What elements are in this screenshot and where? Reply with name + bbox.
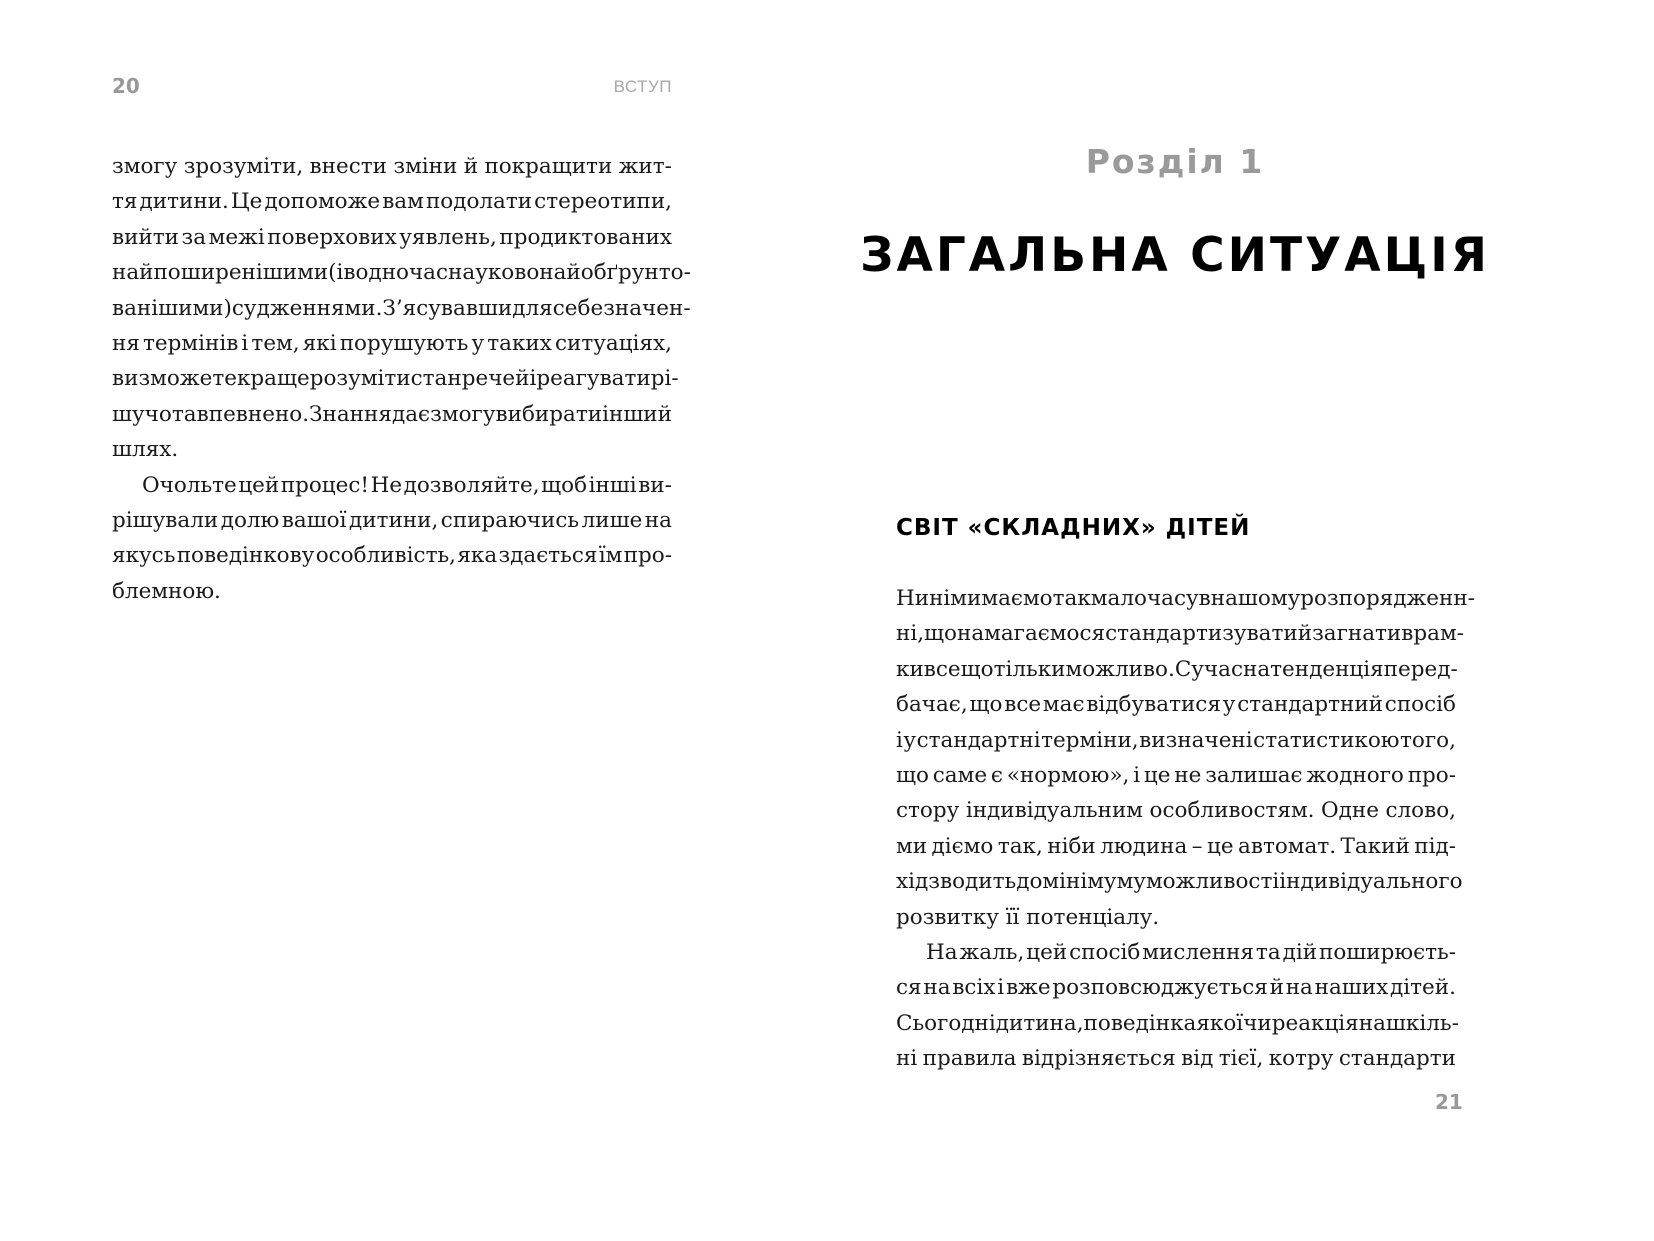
word: чи bbox=[1243, 1010, 1272, 1036]
word: на bbox=[1358, 1010, 1386, 1036]
section-heading: СВІТ «СКЛАДНИХ» ДІТЕЙ bbox=[896, 515, 1251, 541]
word: реакція bbox=[1271, 1010, 1359, 1036]
word: зміни bbox=[393, 154, 458, 179]
text-line bbox=[112, 184, 672, 219]
word: у bbox=[1222, 692, 1236, 718]
word: цей bbox=[1026, 939, 1068, 965]
word: таких bbox=[487, 330, 552, 356]
word: індивідуального bbox=[1279, 869, 1463, 895]
word: діємо bbox=[931, 833, 994, 859]
word: якої bbox=[1196, 1010, 1244, 1036]
word: правила bbox=[922, 1046, 1017, 1072]
word: дозволяйте, bbox=[403, 472, 540, 498]
word: стандартні bbox=[916, 727, 1041, 753]
word: найпоширенішими bbox=[112, 260, 329, 286]
word: інший bbox=[602, 401, 672, 427]
word: значен- bbox=[603, 295, 691, 321]
word: вийти bbox=[112, 224, 179, 250]
page-number-right: 21 bbox=[1435, 1090, 1463, 1114]
word: стандартний bbox=[1237, 692, 1383, 718]
word: тенденція bbox=[1270, 656, 1384, 682]
word: так bbox=[1052, 586, 1091, 611]
word: на bbox=[1285, 975, 1313, 1001]
word: на bbox=[923, 975, 951, 1001]
word: «нормою», bbox=[1006, 762, 1130, 788]
word: терміни, bbox=[1041, 727, 1139, 753]
word: у bbox=[471, 330, 485, 356]
text-line bbox=[112, 361, 679, 396]
word: ми bbox=[896, 833, 928, 859]
word: маємо bbox=[981, 586, 1053, 611]
word: розпорядженн- bbox=[1300, 586, 1475, 611]
word: рі- bbox=[650, 366, 679, 392]
word: речей bbox=[461, 366, 530, 392]
word: вам bbox=[382, 189, 424, 215]
word: (і bbox=[328, 260, 344, 286]
word: ви- bbox=[638, 472, 672, 498]
word: все bbox=[923, 656, 961, 682]
right-page bbox=[827, 0, 1654, 1241]
word: перед- bbox=[1383, 656, 1458, 682]
word: вже bbox=[1005, 975, 1051, 1001]
text-line bbox=[896, 581, 1475, 616]
word: дитини. bbox=[139, 189, 229, 215]
paragraph bbox=[896, 581, 1475, 935]
text-line bbox=[112, 220, 672, 255]
word: бачає, bbox=[896, 692, 968, 718]
word: та bbox=[171, 401, 197, 427]
word: подолати bbox=[425, 189, 533, 215]
word: долю bbox=[220, 507, 280, 533]
text-line bbox=[112, 468, 672, 503]
word: продиктованих bbox=[499, 224, 672, 250]
word: до bbox=[1016, 869, 1043, 895]
text-line: розвитку її потенціалу. bbox=[896, 904, 1160, 930]
word: мислення bbox=[1142, 939, 1254, 965]
word: З’ясувавши bbox=[382, 295, 513, 321]
word: того, bbox=[1400, 727, 1456, 753]
word: котру bbox=[1268, 1046, 1334, 1072]
word: відрізняється bbox=[1021, 1046, 1176, 1072]
word: залишає bbox=[1205, 762, 1303, 788]
word: тем, bbox=[251, 330, 300, 356]
word: спираючись bbox=[440, 507, 580, 533]
word: Це bbox=[230, 189, 263, 215]
word: розповсюджується bbox=[1052, 975, 1268, 1001]
word: людина bbox=[1100, 833, 1188, 859]
word: Нині bbox=[896, 586, 951, 611]
word: є bbox=[990, 762, 1003, 788]
word: часу bbox=[1146, 586, 1199, 611]
word: ні bbox=[896, 1046, 918, 1072]
word: стандартизувати bbox=[1105, 621, 1298, 647]
word: загнати bbox=[1312, 621, 1402, 647]
word: дій bbox=[1282, 939, 1318, 965]
word: інші bbox=[588, 472, 637, 498]
word: за bbox=[181, 224, 207, 250]
word: На bbox=[926, 939, 958, 965]
word: спосіб bbox=[1069, 939, 1141, 965]
text-line bbox=[112, 149, 672, 184]
word: термінів bbox=[143, 330, 239, 356]
word: намагаємося bbox=[956, 621, 1106, 647]
word: стору bbox=[896, 798, 960, 824]
word: відбуватися bbox=[1086, 692, 1221, 718]
word: наших bbox=[1314, 975, 1389, 1001]
page-number-left: 20 bbox=[112, 74, 140, 98]
word: і bbox=[529, 366, 537, 392]
word: ванішими) bbox=[112, 295, 232, 321]
word: про- bbox=[623, 543, 672, 569]
word: шкіль- bbox=[1385, 1010, 1459, 1036]
word: спосіб bbox=[1384, 692, 1456, 718]
word: і bbox=[896, 727, 903, 753]
word: вибирати bbox=[495, 401, 603, 427]
right-body-text bbox=[896, 581, 1475, 1076]
word: слово, bbox=[1385, 798, 1456, 824]
word: змогу bbox=[112, 154, 178, 179]
word: саме bbox=[932, 762, 988, 788]
paragraph bbox=[112, 468, 672, 610]
word: щоб bbox=[541, 472, 588, 498]
word: це bbox=[1143, 762, 1171, 788]
word: що bbox=[924, 621, 957, 647]
text-line bbox=[896, 616, 1464, 651]
word: Одне bbox=[1321, 798, 1379, 824]
word: зрозуміти, bbox=[183, 154, 304, 179]
word: особливість, bbox=[315, 543, 457, 569]
word: поширюєть- bbox=[1319, 939, 1456, 965]
text-line bbox=[896, 935, 1456, 970]
text-line bbox=[896, 652, 1456, 687]
text-line bbox=[896, 793, 1456, 828]
word: цей bbox=[238, 472, 280, 498]
word: вашої bbox=[281, 507, 347, 533]
chapter-label-text: Розділ 1 bbox=[1085, 142, 1265, 181]
word: в bbox=[1198, 586, 1211, 611]
word: жаль, bbox=[959, 939, 1025, 965]
word: розуміти bbox=[309, 366, 411, 392]
word: не bbox=[1174, 762, 1202, 788]
text-line bbox=[112, 255, 691, 290]
word: внести bbox=[309, 154, 387, 179]
word: що bbox=[969, 692, 1003, 718]
word: ня bbox=[112, 330, 140, 356]
text-line bbox=[112, 397, 672, 432]
left-body-text bbox=[112, 149, 691, 609]
text-line bbox=[896, 1041, 1456, 1076]
word: і bbox=[997, 975, 1005, 1001]
word: що bbox=[960, 656, 994, 682]
word: зводить bbox=[928, 869, 1017, 895]
word: ви bbox=[112, 366, 139, 392]
word: тя bbox=[112, 189, 138, 215]
word: на bbox=[644, 507, 672, 533]
text-line bbox=[112, 291, 691, 326]
word: поведінкову bbox=[176, 543, 315, 569]
word: жодного bbox=[1306, 762, 1404, 788]
word: краще bbox=[236, 366, 310, 392]
text-line bbox=[896, 723, 1456, 758]
word: межі bbox=[208, 224, 265, 250]
word: ні, bbox=[896, 621, 925, 647]
text-line bbox=[896, 970, 1456, 1005]
word: рам- bbox=[1413, 621, 1464, 647]
word: покращити bbox=[484, 154, 613, 179]
text-line bbox=[896, 687, 1456, 722]
text-line: блемною. bbox=[112, 578, 221, 604]
word: всіх bbox=[952, 975, 996, 1001]
word: дитина, bbox=[995, 1010, 1084, 1036]
word: дає bbox=[391, 401, 431, 427]
word: для bbox=[512, 295, 553, 321]
word: мало bbox=[1090, 586, 1147, 611]
word: статистикою bbox=[1253, 727, 1400, 753]
word: дітей. bbox=[1390, 975, 1456, 1001]
word: у bbox=[903, 727, 917, 753]
word: під- bbox=[1414, 833, 1456, 859]
word: тієї, bbox=[1218, 1046, 1264, 1072]
word: й bbox=[1269, 975, 1284, 1001]
word: їм bbox=[598, 543, 623, 569]
word: шучо bbox=[112, 401, 172, 427]
word: – bbox=[1191, 833, 1203, 859]
word: особливостям. bbox=[1149, 798, 1315, 824]
word: має bbox=[1042, 692, 1085, 718]
word: й bbox=[1297, 621, 1313, 647]
word: так, bbox=[997, 833, 1043, 859]
word: поверхових bbox=[267, 224, 397, 250]
word: змогу bbox=[430, 401, 496, 427]
word: ми bbox=[950, 586, 982, 611]
word: все bbox=[1004, 692, 1042, 718]
word: поведінка bbox=[1083, 1010, 1197, 1036]
word: й bbox=[463, 154, 479, 179]
word: мінімуму bbox=[1042, 869, 1146, 895]
word: ситуаціях, bbox=[554, 330, 672, 356]
word: впевнено. bbox=[196, 401, 310, 427]
word: дитини, bbox=[349, 507, 439, 533]
word: науково bbox=[448, 260, 540, 286]
chapter-title-text: ЗАГАЛЬНА СИТУАЦІЯ bbox=[860, 228, 1490, 283]
word: рішували bbox=[112, 507, 219, 533]
word: порушують bbox=[339, 330, 469, 356]
word: стандарти bbox=[1338, 1046, 1456, 1072]
word: нашому bbox=[1210, 586, 1301, 611]
word: процес! bbox=[280, 472, 370, 498]
text-line bbox=[112, 326, 672, 361]
word: та bbox=[1255, 939, 1281, 965]
text-line bbox=[896, 1006, 1459, 1041]
word: яка bbox=[457, 543, 498, 569]
text-line bbox=[896, 829, 1456, 864]
word: можливості bbox=[1145, 869, 1280, 895]
word: тільки bbox=[993, 656, 1066, 682]
text-line bbox=[896, 864, 1463, 899]
word: здається bbox=[498, 543, 598, 569]
word: уявлень, bbox=[399, 224, 497, 250]
word: судженнями. bbox=[231, 295, 383, 321]
word: зможете bbox=[138, 366, 237, 392]
word: реагувати bbox=[536, 366, 651, 392]
word: Сучасна bbox=[1174, 656, 1271, 682]
word: найобґрунто- bbox=[539, 260, 691, 286]
paragraph bbox=[896, 935, 1459, 1077]
word: ся bbox=[896, 975, 922, 1001]
word: Сьогодні bbox=[896, 1010, 996, 1036]
word: стереотипи, bbox=[534, 189, 672, 215]
word: це bbox=[1207, 833, 1234, 859]
word: визначені bbox=[1139, 727, 1253, 753]
word: які bbox=[302, 330, 337, 356]
word: водночас bbox=[343, 260, 449, 286]
text-line bbox=[112, 503, 672, 538]
word: ніби bbox=[1047, 833, 1096, 859]
text-line bbox=[112, 538, 672, 573]
word: можливо. bbox=[1065, 656, 1175, 682]
word: ки bbox=[896, 656, 924, 682]
word: і bbox=[241, 330, 249, 356]
running-head: ВСТУП bbox=[613, 77, 672, 96]
word: і bbox=[1133, 762, 1141, 788]
word: Очольте bbox=[142, 472, 237, 498]
word: себе bbox=[552, 295, 604, 321]
word: якусь bbox=[112, 543, 176, 569]
word: жит- bbox=[618, 154, 672, 179]
word: індивідуальним bbox=[965, 798, 1144, 824]
text-line: шлях. bbox=[112, 437, 179, 463]
word: Не bbox=[370, 472, 403, 498]
word: про- bbox=[1407, 762, 1456, 788]
word: допоможе bbox=[264, 189, 381, 215]
word: лише bbox=[581, 507, 643, 533]
word: від bbox=[1181, 1046, 1214, 1072]
word: Знання bbox=[309, 401, 392, 427]
paragraph bbox=[112, 149, 691, 468]
word: стан bbox=[410, 366, 462, 392]
word: Такий bbox=[1340, 833, 1410, 859]
word: в bbox=[1401, 621, 1414, 647]
text-line bbox=[896, 758, 1456, 793]
word: автомат. bbox=[1238, 833, 1337, 859]
word: хід bbox=[896, 869, 929, 895]
word: що bbox=[896, 762, 929, 788]
